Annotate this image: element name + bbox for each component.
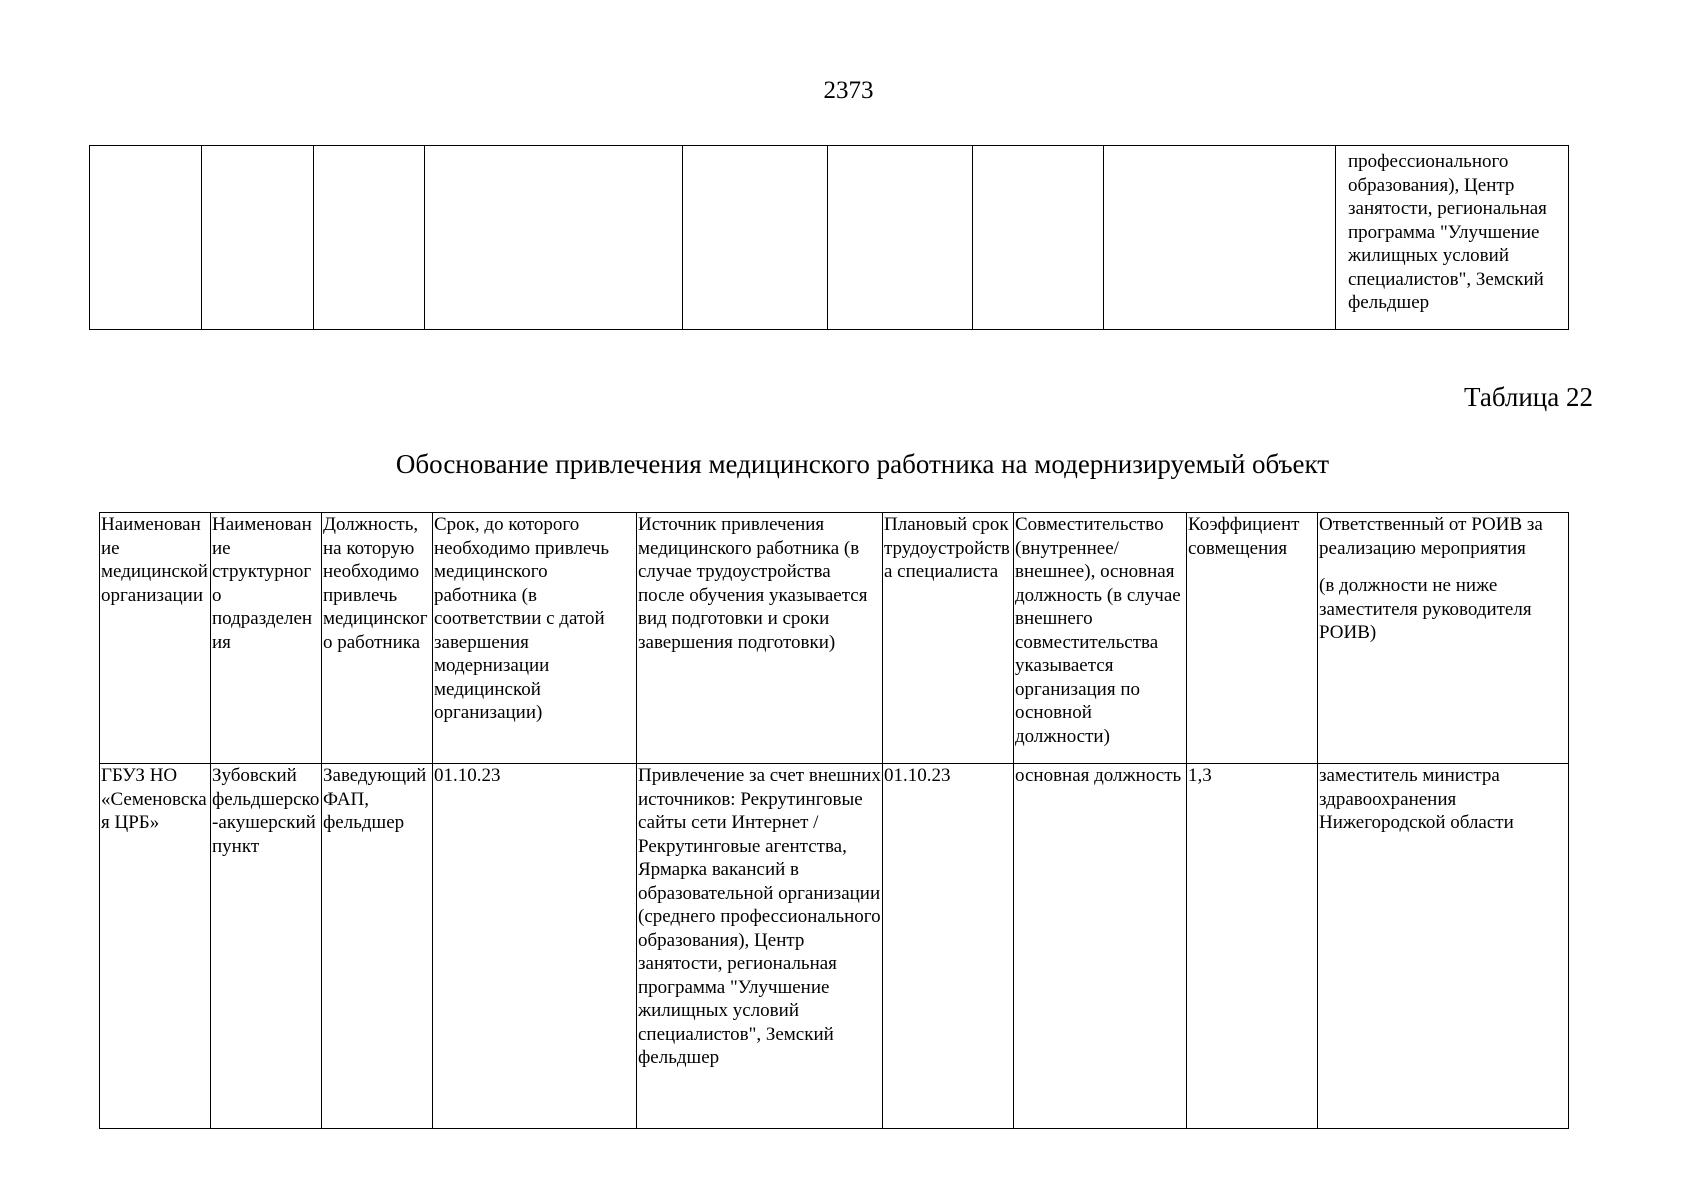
header-cell: Должность, на которую необходимо привлечь медицинского работника: [322, 513, 433, 764]
header-cell: Плановый срок трудоустройства специалиста: [883, 513, 1014, 764]
table-cell: [425, 146, 683, 330]
table-row: [100, 764, 1569, 1129]
table-cell: [828, 146, 973, 330]
page-number: 2373: [823, 77, 874, 104]
table-cell: профессионального образования), Центр занятости, региональная программа "Улучшение жилищных условий специалистов", Земский фельдшер: [1336, 146, 1569, 330]
table-cell: [1104, 146, 1336, 330]
cell-coefficient: 1,3: [1187, 764, 1318, 1129]
cell-subdivision: Зубовский фельдшерско-акушерский пункт: [211, 764, 322, 1129]
cell-planned-date: 01.10.23: [883, 764, 1014, 1129]
cell-organization: ГБУЗ НО «Семеновская ЦРБ»: [100, 764, 211, 1129]
table-title: Обоснование привлечения медицинского работника на модернизируемый объект: [395, 449, 1330, 479]
header-responsible-note: (в должности не ниже заместителя руководителя РОИВ): [1319, 575, 1532, 643]
header-cell: Совместительство (внутреннее/внешнее), основная должность (в случае внешнего совместительства указывается организация по основной должности): [1014, 513, 1187, 764]
table-row: [90, 146, 1569, 330]
table-number: Таблица 22: [1464, 382, 1593, 412]
header-cell: Источник привлечения медицинского работника (в случае трудоустройства после обучения указывается вид подготовки и сроки завершения подготовки): [637, 513, 883, 764]
cell-deadline: 01.10.23: [433, 764, 637, 1129]
cell-position: Заведующий ФАП, фельдшер: [322, 764, 433, 1129]
header-cell: Коэффициент совмещения: [1187, 513, 1318, 764]
cell-source: Привлечение за счет внешних источников: Рекрутинговые сайты сети Интернет / Рекрутинговые агентства, Ярмарка вакансий в образовательной организации (среднего профессионального образования), Центр занятости, региональная программа "Улучшение жилищных условий специалистов", Земский фельдшер: [637, 764, 883, 1129]
continuation-table: [89, 145, 1569, 330]
cell-combination: основная должность: [1014, 764, 1187, 1129]
table-cell: [683, 146, 828, 330]
table-header-row: [100, 513, 1569, 764]
table-cell: [90, 146, 202, 330]
table-cell: [314, 146, 425, 330]
header-cell: Срок, до которого необходимо привлечь медицинского работника (в соответствии с датой завершения модернизации медицинской организации): [433, 513, 637, 764]
header-cell: [1318, 513, 1569, 764]
table-cell: [202, 146, 314, 330]
header-responsible: Ответственный от РОИВ за реализацию мероприятия: [1319, 514, 1543, 559]
header-cell: Наименование структурного подразделения: [211, 513, 322, 764]
cell-responsible: заместитель министра здравоохранения Нижегородской области: [1318, 764, 1569, 1129]
header-cell: Наименование медицинской организации: [100, 513, 211, 764]
table-cell: [973, 146, 1104, 330]
justification-table: [99, 512, 1569, 1129]
